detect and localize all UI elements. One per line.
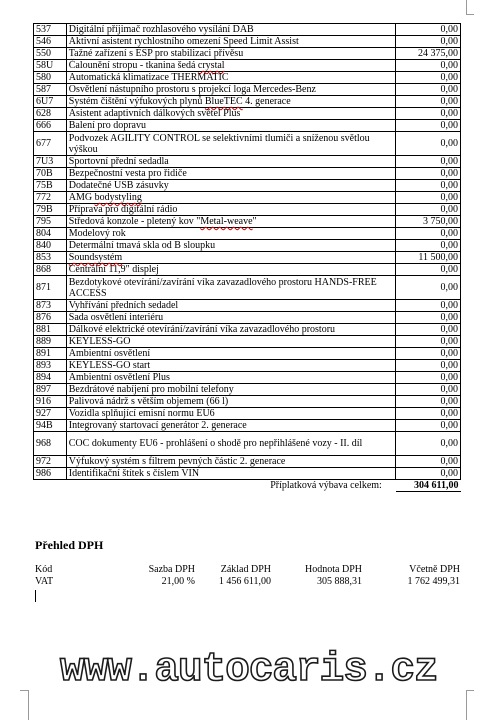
table-row xyxy=(34,420,461,432)
item-code: 537 xyxy=(34,24,67,36)
item-price: 0,00 xyxy=(396,420,461,432)
item-code: 893 xyxy=(34,360,67,372)
item-code: 986 xyxy=(34,468,67,480)
vat-zaklad: 1 456 611,00 xyxy=(218,576,271,587)
item-description: Osvětlení nástupního prostoru s projekcí loga Mercedes-Benz xyxy=(66,84,396,96)
table-row xyxy=(34,216,461,228)
item-description: Balení pro dopravu xyxy=(66,120,396,132)
item-code: 968 xyxy=(34,432,67,456)
vat-vcetne: 1 762 499,31 xyxy=(407,576,460,587)
item-code: 927 xyxy=(34,408,67,420)
item-description: Bezpečnostní vesta pro řidiče xyxy=(66,168,396,180)
item-price: 0,00 xyxy=(396,24,461,36)
item-description: Palivová nádrž s větším objemem (66 l) xyxy=(66,396,396,408)
item-price: 0,00 xyxy=(396,180,461,192)
item-price: 0,00 xyxy=(396,312,461,324)
table-row xyxy=(34,264,461,276)
item-description: Systém čištění výfukových plynů BlueTEC 4. generace xyxy=(66,96,396,108)
item-code: 546 xyxy=(34,36,67,48)
item-description: Ambientní osvětlení Plus xyxy=(66,372,396,384)
item-price: 0,00 xyxy=(396,96,461,108)
item-description: AMG bodystyling xyxy=(66,192,396,204)
spellcheck-word: Metal-weave xyxy=(200,216,253,227)
equipment-table xyxy=(33,23,461,492)
item-description: Determální tmavá skla od B sloupku xyxy=(66,240,396,252)
item-description: Dodatečné USB zásuvky xyxy=(66,180,396,192)
item-price: 0,00 xyxy=(396,192,461,204)
table-row xyxy=(34,432,461,456)
margin-mark xyxy=(466,14,474,15)
total-spacer xyxy=(34,480,67,492)
item-description: Modelový rok xyxy=(66,228,396,240)
watermark: www.autocaris.cz xyxy=(60,647,438,693)
vat-header-zaklad: Základ DPH xyxy=(220,564,271,575)
item-code: 889 xyxy=(34,336,67,348)
margin-mark xyxy=(20,690,28,691)
vat-kod: VAT xyxy=(35,576,54,587)
table-row xyxy=(34,336,461,348)
total-value: 304 611,00 xyxy=(396,480,461,492)
item-code: 891 xyxy=(34,348,67,360)
item-description: KEYLESS-GO start xyxy=(66,360,396,372)
table-row xyxy=(34,300,461,312)
vat-header-kod: Kód xyxy=(35,564,53,575)
vat-header-row xyxy=(35,564,460,576)
item-price: 0,00 xyxy=(396,156,461,168)
item-description: Příprava pro digitální rádio xyxy=(66,204,396,216)
item-code: 873 xyxy=(34,300,67,312)
table-row xyxy=(34,156,461,168)
table-row xyxy=(34,60,461,72)
table-row xyxy=(34,72,461,84)
item-price: 0,00 xyxy=(396,324,461,336)
item-price: 0,00 xyxy=(396,264,461,276)
table-row xyxy=(34,360,461,372)
item-price: 0,00 xyxy=(396,108,461,120)
table-row xyxy=(34,168,461,180)
vat-sazba: 21,00 % xyxy=(161,576,195,587)
item-description: Identifikační štítek s číslem VIN xyxy=(66,468,396,480)
item-price: 0,00 xyxy=(396,468,461,480)
table-row xyxy=(34,84,461,96)
table-row xyxy=(34,240,461,252)
item-code: 6U7 xyxy=(34,96,67,108)
item-description: Vyhřívání předních sedadel xyxy=(66,300,396,312)
item-description: COC dokumenty EU6 - prohlášení o shodě pro nepřihlášené vozy - II. díl xyxy=(66,432,396,456)
item-code: 916 xyxy=(34,396,67,408)
item-code: 897 xyxy=(34,384,67,396)
table-row xyxy=(34,24,461,36)
item-code: 7U3 xyxy=(34,156,67,168)
table-row xyxy=(34,312,461,324)
item-code: 772 xyxy=(34,192,67,204)
item-code: 894 xyxy=(34,372,67,384)
item-code: 58U xyxy=(34,60,67,72)
item-code: 94B xyxy=(34,420,67,432)
item-code: 70B xyxy=(34,168,67,180)
item-code: 881 xyxy=(34,324,67,336)
item-price: 0,00 xyxy=(396,204,461,216)
vat-summary xyxy=(35,564,460,588)
table-row xyxy=(34,396,461,408)
item-code: 677 xyxy=(34,132,67,156)
margin-mark xyxy=(466,690,467,720)
item-price: 0,00 xyxy=(396,84,461,96)
item-description: Středová konzole - pletený kov "Metal-weave" xyxy=(66,216,396,228)
table-row xyxy=(34,228,461,240)
item-price: 24 375,00 xyxy=(396,48,461,60)
margin-mark xyxy=(466,0,467,14)
item-code: 550 xyxy=(34,48,67,60)
table-row xyxy=(34,456,461,468)
item-description: Tažné zařízení s ESP pro stabilizaci přívěsu xyxy=(66,48,396,60)
vat-hodnota: 305 888,31 xyxy=(317,576,362,587)
item-code: 587 xyxy=(34,84,67,96)
item-code: 871 xyxy=(34,276,67,300)
item-code: 876 xyxy=(34,312,67,324)
table-row xyxy=(34,48,461,60)
item-description: Sada osvětlení interiéru xyxy=(66,312,396,324)
item-description: Vozidla splňující emisní normu EU6 xyxy=(66,408,396,420)
item-description: Centrální 11,9" displej xyxy=(66,264,396,276)
table-row xyxy=(34,348,461,360)
item-price: 0,00 xyxy=(396,36,461,48)
vat-header-sazba: Sazba DPH xyxy=(148,564,195,575)
item-code: 628 xyxy=(34,108,67,120)
table-row xyxy=(34,180,461,192)
item-price: 0,00 xyxy=(396,120,461,132)
vat-data-row xyxy=(35,576,460,588)
item-description: Čalounění stropu - tkanina šedá crystal xyxy=(66,60,396,72)
item-price: 0,00 xyxy=(396,336,461,348)
item-description: Aktivní asistent rychlostního omezení Speed Limit Assist xyxy=(66,36,396,48)
table-row xyxy=(34,252,461,264)
item-code: 972 xyxy=(34,456,67,468)
item-price: 3 750,00 xyxy=(396,216,461,228)
margin-mark xyxy=(466,690,474,691)
item-description: KEYLESS-GO xyxy=(66,336,396,348)
item-price: 0,00 xyxy=(396,60,461,72)
table-row xyxy=(34,324,461,336)
item-code: 79B xyxy=(34,204,67,216)
item-price: 0,00 xyxy=(396,228,461,240)
item-price: 0,00 xyxy=(396,432,461,456)
item-code: 853 xyxy=(34,252,67,264)
table-row xyxy=(34,120,461,132)
item-code: 580 xyxy=(34,72,67,84)
item-price: 0,00 xyxy=(396,384,461,396)
item-description: Asistent adaptivních dálkových světel Plus xyxy=(66,108,396,120)
item-price: 0,00 xyxy=(396,72,461,84)
table-row xyxy=(34,96,461,108)
item-price: 0,00 xyxy=(396,360,461,372)
item-price: 0,00 xyxy=(396,456,461,468)
table-row xyxy=(34,408,461,420)
vat-header-vcetne: Včetně DPH xyxy=(409,564,460,575)
item-description xyxy=(66,252,396,264)
table-row xyxy=(34,276,461,300)
table-row xyxy=(34,108,461,120)
item-code: 75B xyxy=(34,180,67,192)
item-price: 0,00 xyxy=(396,372,461,384)
item-price: 11 500,00 xyxy=(396,252,461,264)
table-row xyxy=(34,132,461,156)
spellcheck-word: BlueTEC xyxy=(204,96,243,107)
item-description: Podvozek AGILITY CONTROL se selektivními tlumiči a sníženou světlou výškou xyxy=(66,132,396,156)
equipment-table-body xyxy=(34,24,461,480)
item-price: 0,00 xyxy=(396,408,461,420)
item-code: 840 xyxy=(34,240,67,252)
table-row xyxy=(34,204,461,216)
item-description: Bezdrátové nabíjení pro mobilní telefony xyxy=(66,384,396,396)
table-row xyxy=(34,192,461,204)
margin-mark xyxy=(28,690,29,720)
item-price: 0,00 xyxy=(396,348,461,360)
spellcheck-word: bodystyling xyxy=(94,192,142,203)
item-description: Sportovní přední sedadla xyxy=(66,156,396,168)
text-cursor[interactable] xyxy=(35,590,36,602)
item-code: 868 xyxy=(34,264,67,276)
item-price: 0,00 xyxy=(396,240,461,252)
item-price: 0,00 xyxy=(396,276,461,300)
total-label: Příplatková výbava celkem: xyxy=(270,480,382,492)
table-row xyxy=(34,36,461,48)
spellcheck-word: crystal xyxy=(197,60,225,71)
item-code: 666 xyxy=(34,120,67,132)
item-description: Bezdotykové otevírání/zavírání víka zavazadlového prostoru HANDS-FREE ACCESS xyxy=(66,276,396,300)
item-description: Integrovaný startovací generátor 2. generace xyxy=(66,420,396,432)
table-row xyxy=(34,468,461,480)
table-row xyxy=(34,384,461,396)
item-description: Digitální příjimač rozhlasového vysílání DAB xyxy=(66,24,396,36)
item-description: Ambientní osvětlení xyxy=(66,348,396,360)
item-description: Výfukový systém s filtrem pevných částic 2. generace xyxy=(66,456,396,468)
total-row xyxy=(34,480,461,492)
spellcheck-word: Soundsystém xyxy=(68,252,123,263)
item-price: 0,00 xyxy=(396,132,461,156)
item-price: 0,00 xyxy=(396,300,461,312)
item-description: Dálkové elektrické otevírání/zavírání víka zavazadlového prostoru xyxy=(66,324,396,336)
vat-header-hodnota: Hodnota DPH xyxy=(305,564,362,575)
item-price: 0,00 xyxy=(396,168,461,180)
item-description: Automatická klimatizace THERMATIC xyxy=(66,72,396,84)
vat-heading: Přehled DPH xyxy=(35,538,104,552)
item-price: 0,00 xyxy=(396,396,461,408)
table-row xyxy=(34,372,461,384)
item-code: 795 xyxy=(34,216,67,228)
item-code: 804 xyxy=(34,228,67,240)
